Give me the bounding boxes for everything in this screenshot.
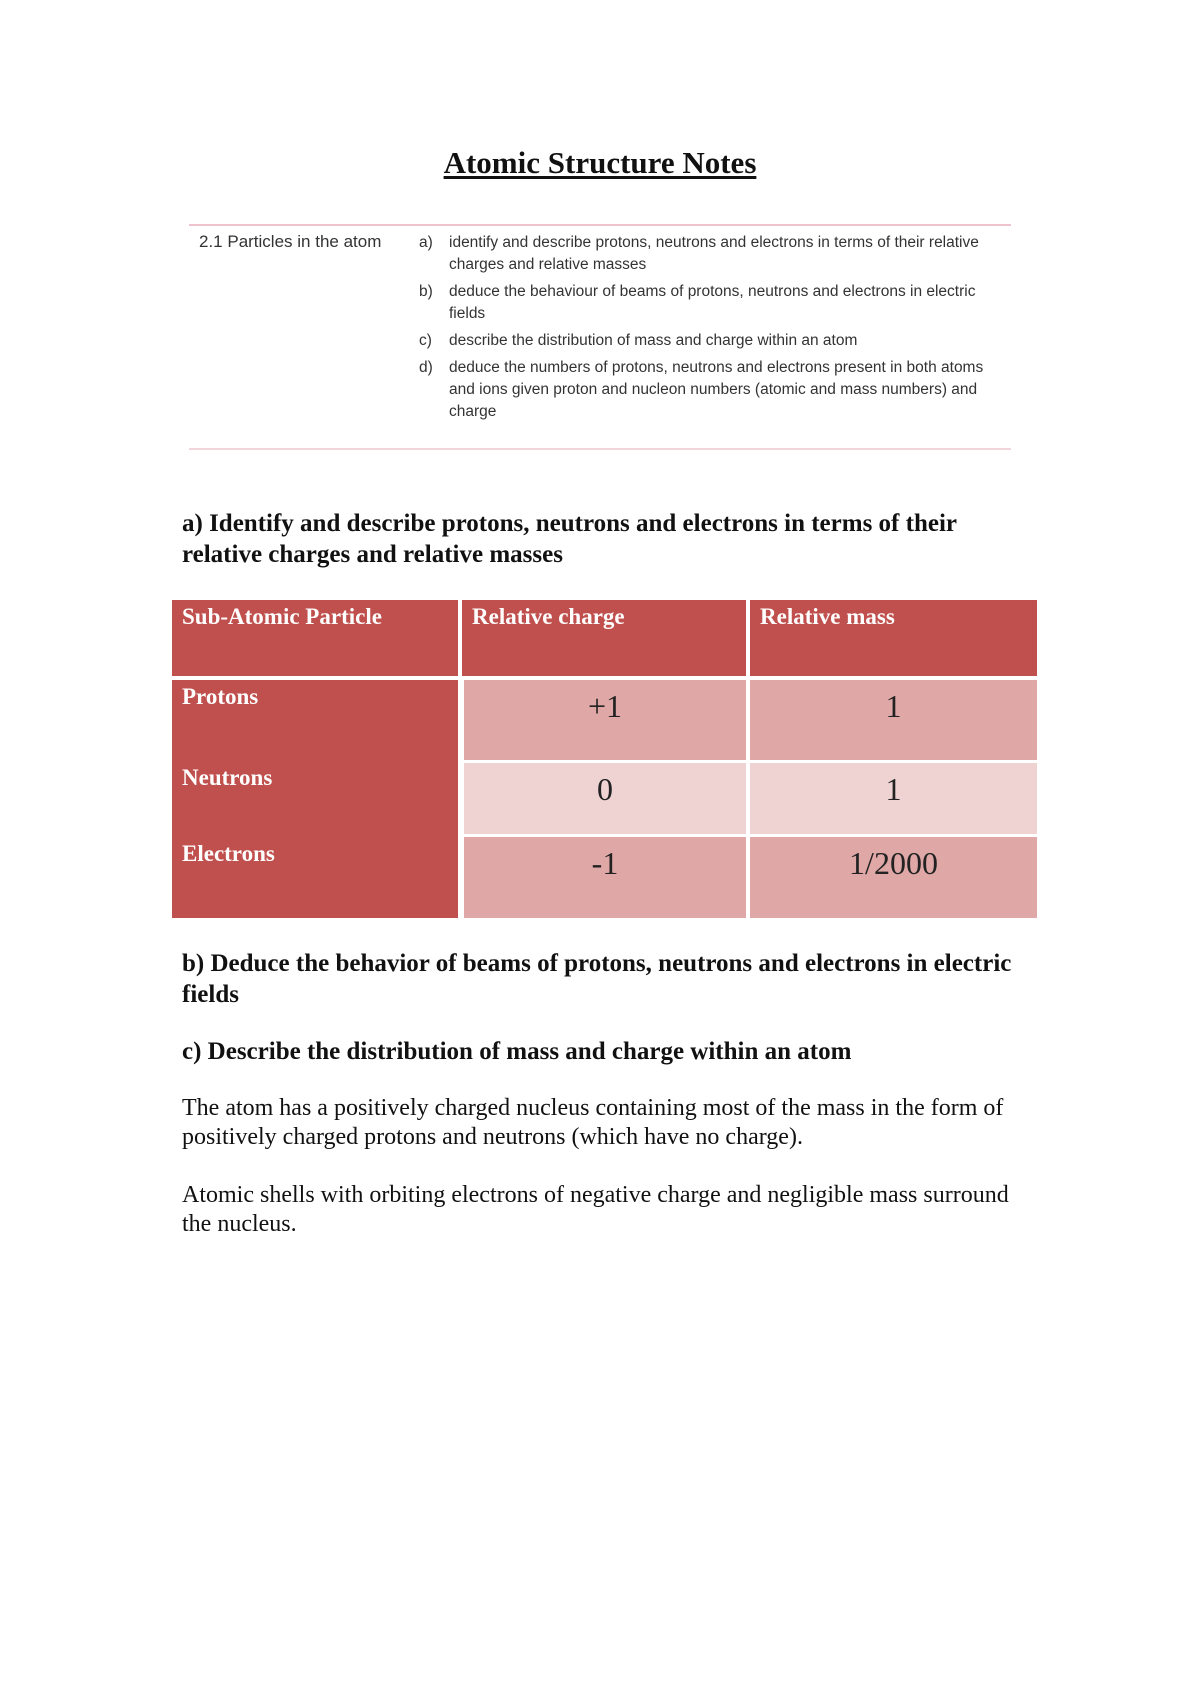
row-label-protons: Protons — [182, 684, 259, 709]
cell-protons-mass: 1 — [750, 680, 1037, 760]
syllabus-item — [419, 357, 999, 423]
syllabus-item-letter: d) — [419, 359, 433, 376]
table-header-mass: Relative mass — [750, 600, 1037, 676]
syllabus-list — [419, 232, 999, 428]
table-header-charge: Relative charge — [462, 600, 746, 676]
syllabus-item-letter: b) — [419, 283, 433, 300]
section-a-heading: a) Identify and describe protons, neutrons and electrons in terms of their relative charges and relative masses — [182, 510, 957, 568]
page-title: Atomic Structure Notes — [443, 145, 757, 180]
section-b-heading: b) Deduce the behavior of beams of protons, neutrons and electrons in electric fields — [182, 950, 1012, 1008]
syllabus-item-text: deduce the behaviour of beams of protons, neutrons and electrons in electric fields — [449, 283, 976, 322]
paragraph-shells: Atomic shells with orbiting electrons of negative charge and negligible mass surround the nucleus. — [182, 1182, 1009, 1237]
table-header-particle: Sub-Atomic Particle — [172, 600, 458, 676]
syllabus-item-letter: c) — [419, 332, 432, 349]
syllabus-item-text: deduce the numbers of protons, neutrons and electrons present in both atoms and ions given proton and nucleon numbers (atomic and mass numbers) and charge — [449, 359, 984, 420]
row-label-neutrons: Neutrons — [182, 765, 273, 790]
syllabus-item-letter: a) — [419, 234, 433, 251]
cell-neutrons-charge: 0 — [464, 763, 746, 834]
syllabus-box — [189, 224, 1011, 450]
paragraph-nucleus: The atom has a positively charged nucleus containing most of the mass in the form of positively charged protons and neutrons (which have no charge). — [182, 1095, 1004, 1150]
section-c-heading: c) Describe the distribution of mass and charge within an atom — [182, 1038, 852, 1065]
syllabus-item — [419, 281, 999, 325]
syllabus-item — [419, 232, 999, 276]
particle-column — [172, 680, 458, 918]
cell-protons-charge: +1 — [464, 680, 746, 760]
cell-electrons-mass: 1/2000 — [750, 837, 1037, 918]
syllabus-item-text: describe the distribution of mass and charge within an atom — [449, 332, 858, 349]
cell-neutrons-mass: 1 — [750, 763, 1037, 834]
particle-table — [172, 600, 1037, 918]
syllabus-item — [419, 330, 999, 352]
syllabus-item-text: identify and describe protons, neutrons and electrons in terms of their relative charges and relative masses — [449, 234, 979, 273]
cell-electrons-charge: -1 — [464, 837, 746, 918]
row-label-electrons: Electrons — [182, 841, 275, 866]
syllabus-topic: 2.1 Particles in the atom — [199, 232, 382, 251]
